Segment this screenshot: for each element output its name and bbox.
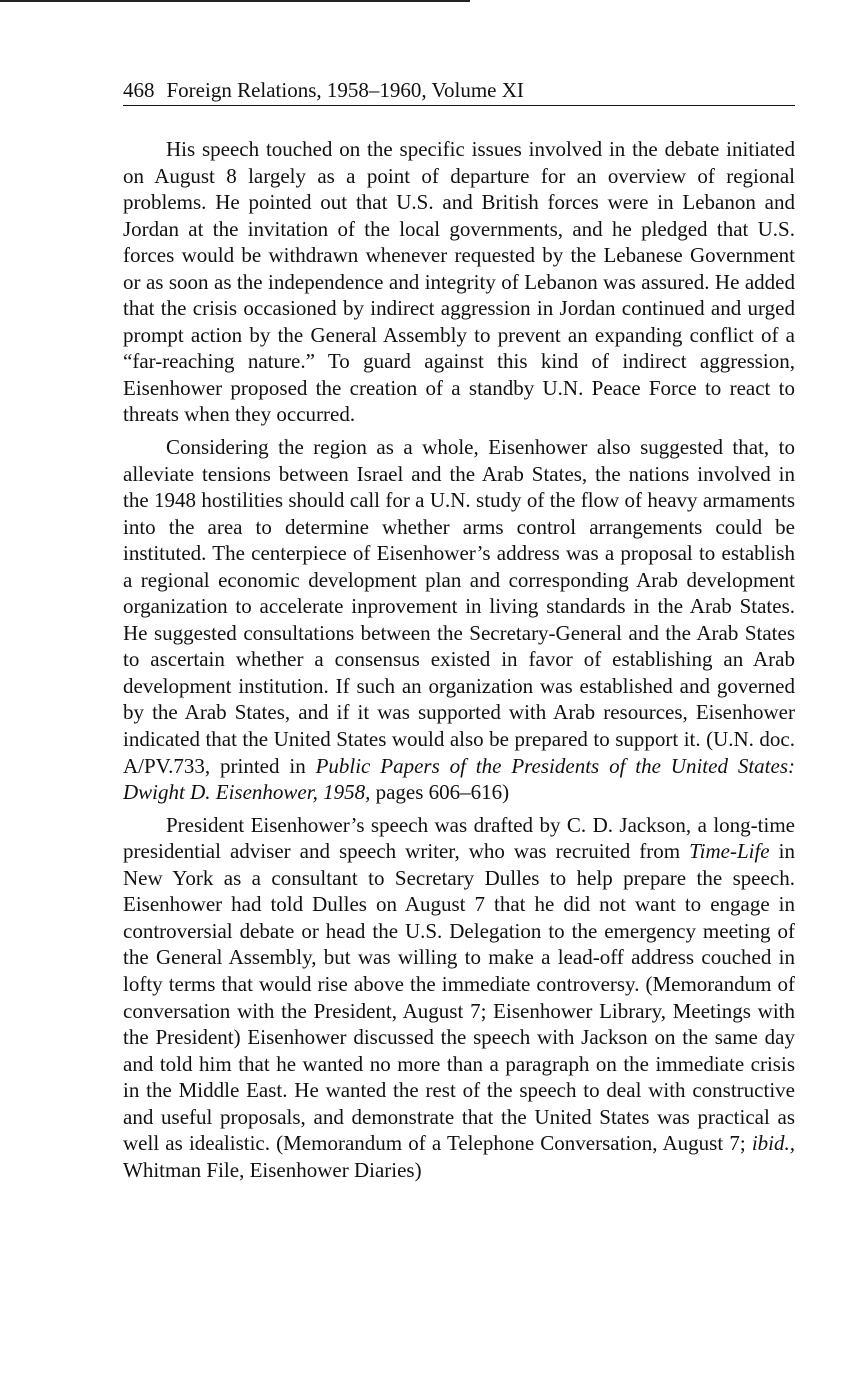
paragraph-1-text: His speech touched on the specific issues involved in the debate initiated on August 8 largely as a point of departure for an overview of regional problems. He pointed out that U.S. and British forces were in Lebanon and Jordan at the invitation of the local governments, and he pledged that U.S. forces would be withdrawn whenever requested by the Lebanese Government or as soon as the independence and integrity of Lebanon was assured. He added that the crisis occasioned by indirect aggression in Jordan continued and urged prompt action by the General Assembly to prevent an expanding conflict of a “far-reaching nature.” To guard against this kind of indirect aggression, Eisenhower proposed the creation of a standby U.N. Peace Force to react to threats when they occurred.	[123, 137, 795, 427]
paragraph-3-text-a: President Eisenhower’s speech was drafted by C. D. Jackson, a long-time presidential adviser and speech writer, who was recruited from	[123, 812, 795, 864]
paragraph-2	[123, 434, 795, 806]
page-number: 468	[123, 78, 155, 102]
scan-border	[0, 0, 470, 2]
body-text	[123, 136, 795, 1183]
paragraph-3-text-b: in New York as a consultant to Secretary Dulles to help prepare the speech. Eisenhower had told Dulles on August 7 that he did not want to engage in controversial debate or head the U.S. Delegation to the emergency meeting of the General Assembly, but was willing to make a lead-off address couched in lofty terms that would rise above the immediate controversy. (Memorandum of conversation with the President, August 7; Eisenhower Library, Meetings with the President) Eisenhower discussed the speech with Jackson on the same day and told him that he wanted no more than a paragraph on the immediate crisis in the Middle East. He wanted the rest of the speech to deal with constructive and useful proposals, and demonstrate that the United States was practical as well as idealistic. (Memorandum of a Telephone Conversation, August 7;	[123, 839, 795, 1156]
publication-title: Time-Life	[689, 839, 770, 864]
running-header	[123, 76, 795, 106]
paragraph-3-text-c: Whitman File, Eisenhower Diaries)	[123, 1157, 422, 1182]
paragraph-1	[123, 136, 795, 428]
ibid-citation: ibid.,	[751, 1131, 795, 1156]
paragraph-3	[123, 812, 795, 1184]
volume-title: Foreign Relations, 1958–1960, Volume XI	[166, 78, 524, 102]
document-page	[123, 76, 795, 1183]
paragraph-2-pages: pages 606–616)	[370, 780, 510, 805]
paragraph-2-text: Considering the region as a whole, Eisenhower also suggested that, to alleviate tensions between Israel and the Arab States, the nations involved in the 1948 hostilities should call for a U.N. study of the flow of heavy armaments into the area to determine whether arms control arrangements could be instituted. The centerpiece of Eisenhower’s address was a proposal to establish a regional economic development plan and corresponding Arab development organization to accelerate inprovement in living standards in the Arab States. He suggested consultations between the Secretary-General and the Arab States to ascertain whether a consensus existed in favor of establishing an Arab development institution. If such an organization was established and governed by the Arab States, and if it was supported with Arab resources, Eisenhower indicated that the United States would also be prepared to support it. (U.N. doc. A/PV.733, printed in	[123, 435, 795, 778]
citation-title: Public Papers of the Presidents of the United States: Dwight D. Eisenhower, 1958,	[123, 753, 795, 805]
